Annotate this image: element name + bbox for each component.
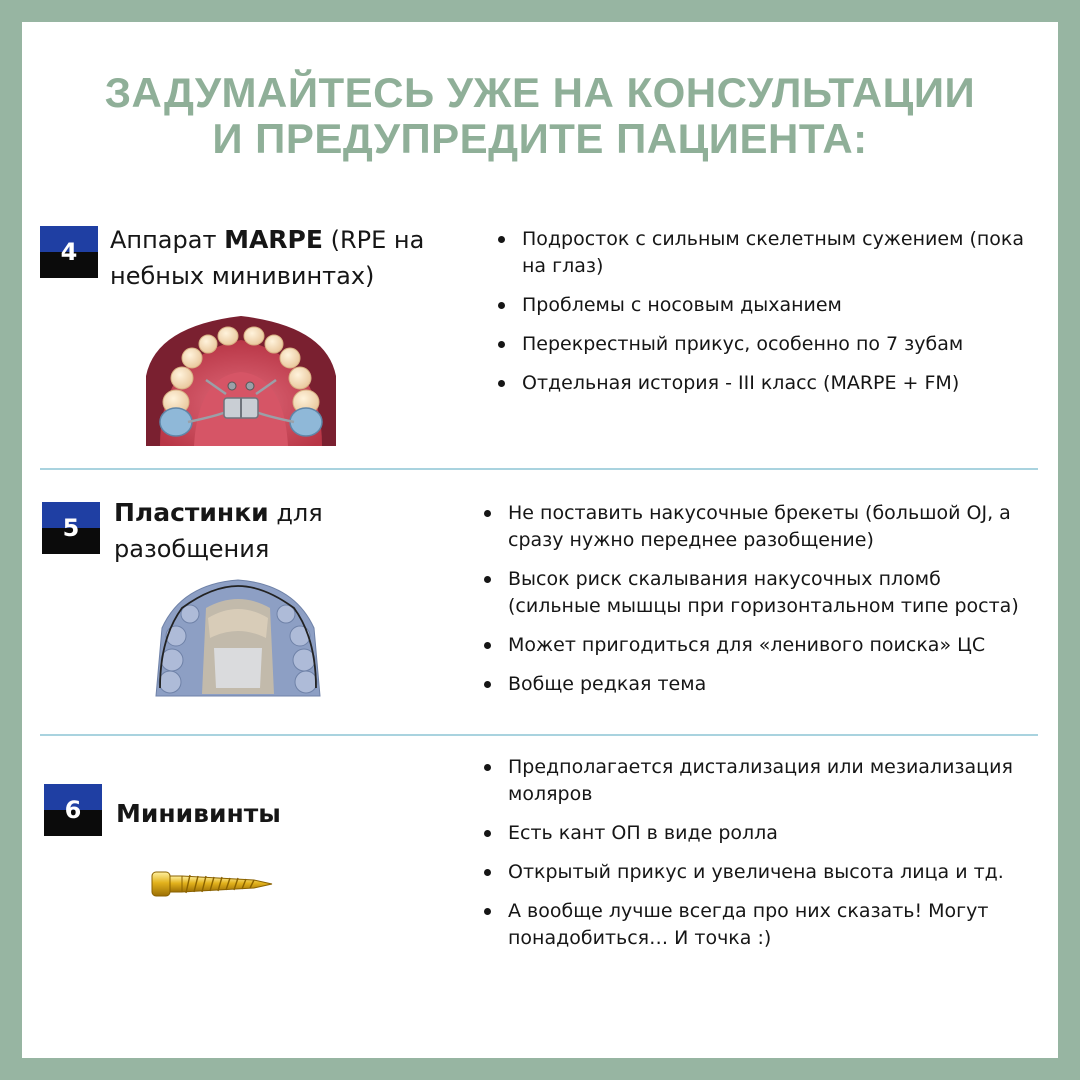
section-title: Аппарат MARPE (RPE на небных минивинтах) — [110, 225, 425, 290]
section-number-badge: 4 — [40, 226, 98, 278]
section-divider — [40, 734, 1038, 736]
section-divider — [40, 468, 1038, 470]
headline — [0, 70, 1080, 162]
headline-line-2: И ПРЕДУПРЕДИТЕ ПАЦИЕНТА: — [212, 115, 868, 162]
section-number-badge: 5 — [42, 502, 100, 554]
bite-plate-photo-icon — [152, 578, 324, 698]
list-item: Открытый прикус и увеличена высота лица и тд. — [482, 859, 1038, 886]
list-item: Подросток с сильным скелетным сужением (пока на глаз) — [496, 226, 1036, 280]
list-item: Отдельная история - III класс (MARPE + FM) — [496, 370, 1036, 397]
list-item: Вобще редкая тема — [482, 671, 1038, 698]
list-item: Высок риск скалывания накусочных пломб (сильные мышцы при горизонтальном типе роста) — [482, 566, 1038, 620]
marpe-appliance-photo-icon — [146, 316, 336, 446]
list-item: Проблемы с носовым дыханием — [496, 292, 1036, 319]
section-title: Минивинты — [116, 799, 281, 828]
section-bullets — [496, 226, 1036, 409]
list-item: Может пригодиться для «ленивого поиска» ЦС — [482, 632, 1038, 659]
list-item: А вообще лучше всегда про них сказать! Могут понадобиться… И точка :) — [482, 898, 1038, 952]
section-bullets — [482, 500, 1038, 710]
section-bullets — [482, 754, 1038, 964]
headline-line-1: ЗАДУМАЙТЕСЬ УЖЕ НА КОНСУЛЬТАЦИИ — [104, 69, 976, 116]
list-item: Предполагается дистализация или мезиализация моляров — [482, 754, 1038, 808]
section-number-badge: 6 — [44, 784, 102, 836]
list-item: Перекрестный прикус, особенно по 7 зубам — [496, 331, 1036, 358]
list-item: Не поставить накусочные брекеты (большой OJ, а сразу нужно переднее разобщение) — [482, 500, 1038, 554]
section-title: Пластинки для разобщения — [114, 498, 323, 563]
list-item: Есть кант ОП в виде ролла — [482, 820, 1038, 847]
mini-screw-icon — [150, 866, 274, 902]
